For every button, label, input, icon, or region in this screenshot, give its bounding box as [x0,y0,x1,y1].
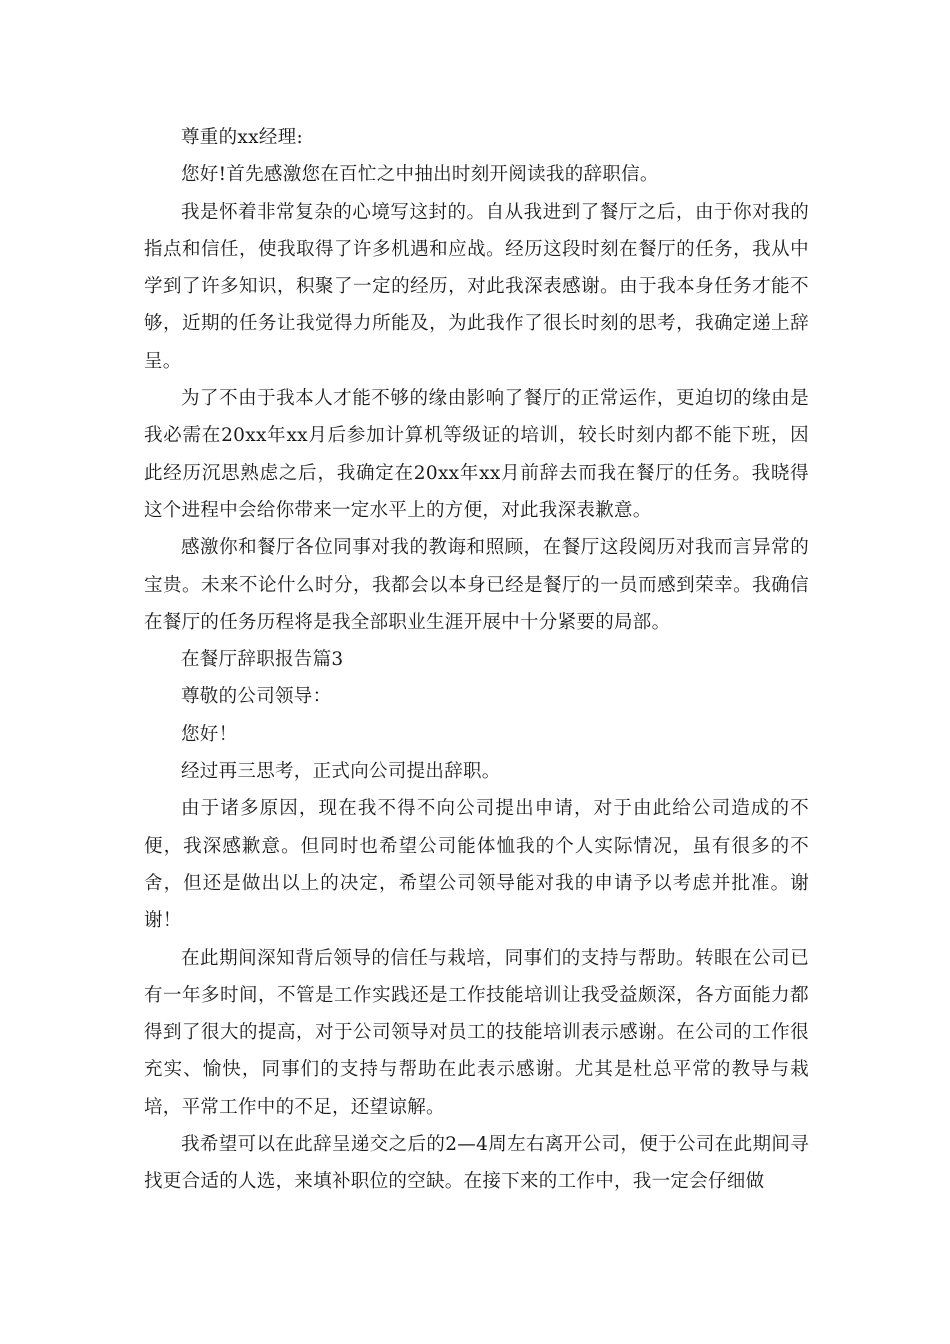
document-body [144,119,809,1201]
body-paragraph: 我是怀着非常复杂的心境写这封的。自从我进到了餐厅之后，由于你对我的指点和信任，使我取得了许多机遇和应战。经历这段时刻在餐厅的任务，我从中学到了许多知识，积聚了一定的经历，对此我深表感谢。由于我本身任务才能不够，近期的任务让我觉得力所能及，为此我作了很长时刻的思考，我确定递上辞呈。 [144,201,809,372]
body-paragraph: 感激你和餐厅各位同事对我的教诲和照顾，在餐厅这段阅历对我而言异常的宝贵。未来不论什么时分，我都会以本身已经是餐厅的一员而感到荣幸。我确信在餐厅的任务历程将是我全部职业生涯开展中十分紧要的局部。 [144,537,809,633]
opening-line: 您好!首先感激您在百忙之中抽出时刻开阅读我的辞职信。 [181,164,659,186]
greeting-manager: 尊重的xx经理: [181,127,303,148]
salutation: 您好！ [181,723,238,745]
section-title: 在餐厅辞职报告篇3 [181,649,344,671]
body-paragraph: 为了不由于我本人才能不够的缘由影响了餐厅的正常运作，更迫切的缘由是我必需在20xx年xx月后参加计算机等级证的培训，较长时刻内都不能下班，因此经历沉思熟虑之后，我确定在20xx年xx月前辞去而我在餐厅的任务。我晓得这个进程中会给你带来一定水平上的方便，对此我深表歉意。 [144,388,809,521]
greeting-leadership: 尊敬的公司领导： [181,686,332,708]
body-paragraph: 我希望可以在此辞呈递交之后的2—4周左右离开公司，便于公司在此期间寻找更合适的人选，来填补职位的空缺。在接下来的工作中，我一定会仔细做 [144,1134,809,1193]
body-paragraph: 由于诸多原因，现在我不得不向公司提出申请，对于由此给公司造成的不便，我深感歉意。但同时也希望公司能体恤我的个人实际情况，虽有很多的不舍，但还是做出以上的决定，希望公司领导能对我的申请予以考虑并批准。谢谢！ [144,798,809,932]
body-paragraph: 在此期间深知背后领导的信任与栽培，同事们的支持与帮助。转眼在公司已有一年多时间，不管是工作实践还是工作技能培训让我受益颇深，各方面能力都得到了很大的提高，对于公司领导对员工的技能培训表示感谢。在公司的工作很充实、愉快，同事们的支持与帮助在此表示感谢。尤其是杜总平常的教导与栽培，平常工作中的不足，还望谅解。 [144,947,809,1118]
body-paragraph: 经过再三思考，正式向公司提出辞职。 [181,761,501,783]
